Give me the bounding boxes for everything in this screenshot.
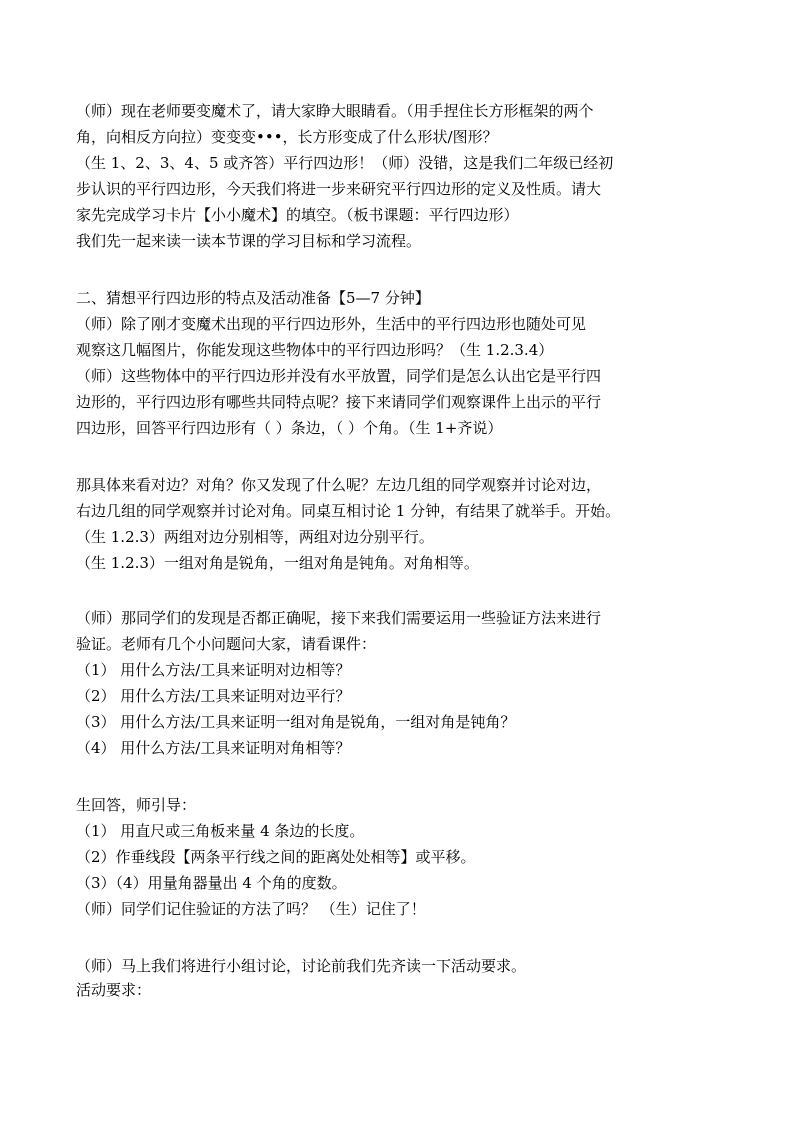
text-line: （师）这些物体中的平行四边形并没有水平放置，同学们是怎么认出它是平行四 [76,367,602,385]
list-item: （3） 用什么方法/工具来证明一组对角是锐角，一组对角是钝角？ [76,713,516,731]
text-line: （师）马上我们将进行小组讨论，讨论前我们先齐读一下活动要求。 [76,957,527,975]
text-line: 家先完成学习卡片【小小魔术】的填空。（板书课题：平行四边形） [76,206,519,224]
list-item: （3）（4）用量角器量出 4 个角的度数。 [76,874,347,892]
list-item: （1） 用什么方法/工具来证明对边相等？ [76,661,351,679]
text-line: （师）那同学们的发现是否都正确呢，接下来我们需要运用一些验证方法来进行 [76,609,602,627]
text-line: 边形的，平行四边形有哪些共同特点呢？接下来请同学们观察课件上出示的平行 [76,393,602,411]
list-item: （1） 用直尺或三角板来量 4 条边的长度。 [76,822,365,840]
text-line: （师）除了刚才变魔术出现的平行四边形外，生活中的平行四边形也随处可见 [76,315,587,333]
list-item: （4） 用什么方法/工具来证明对角相等？ [76,739,351,757]
text-line: 步认识的平行四边形，今天我们将进一步来研究平行四边形的定义及性质。请大 [76,180,602,198]
text-line: （生 1.2.3）一组对角是锐角，一组对角是钝角。对角相等。 [76,554,479,572]
text-line: 活动要求： [76,981,152,999]
text-line: （师）现在老师要变魔术了，请大家睁大眼睛看。（用手捏住长方形框架的两个 [76,102,594,120]
list-item: （2）作垂线段【两条平行线之间的距离处处相等】或平移。 [76,848,476,866]
section-heading: 二、猜想平行四边形的特点及活动准备【5—7 分钟】 [76,289,430,307]
text-line: 角，向相反方向拉）变变变•••，长方形变成了什么形状/图形？ [76,128,498,146]
text-line: 四边形，回答平行四边形有（ ）条边，（ ）个角。（生 1+齐说） [76,419,503,437]
text-line: 观察这几幅图片，你能发现这些物体中的平行四边形吗？（生 1.2.3.4） [76,341,554,359]
text-line: 验证。老师有几个小问题问大家，请看课件： [76,635,377,653]
text-line: 右边几组的同学观察并讨论对角。同桌互相讨论 1 分钟，有结果了就举手。开始。 [76,502,621,520]
text-line: （生 1.2.3）两组对边分别相等，两组对边分别平行。 [76,528,434,546]
list-item: （2） 用什么方法/工具来证明对边平行？ [76,687,351,705]
text-line: 那具体来看对边？对角？你又发现了什么呢？左边几组的同学观察并讨论对边， [76,476,602,494]
text-line: （生 1、2、3、4、5 或齐答）平行四边形！（师）没错，这是我们二年级已经初 [76,154,614,172]
text-line: 生回答，师引导： [76,796,197,814]
text-line: （师）同学们记住验证的方法了吗？ （生）记住了！ [76,900,426,918]
text-line: 我们先一起来读一读本节课的学习目标和学习流程。 [76,232,422,250]
